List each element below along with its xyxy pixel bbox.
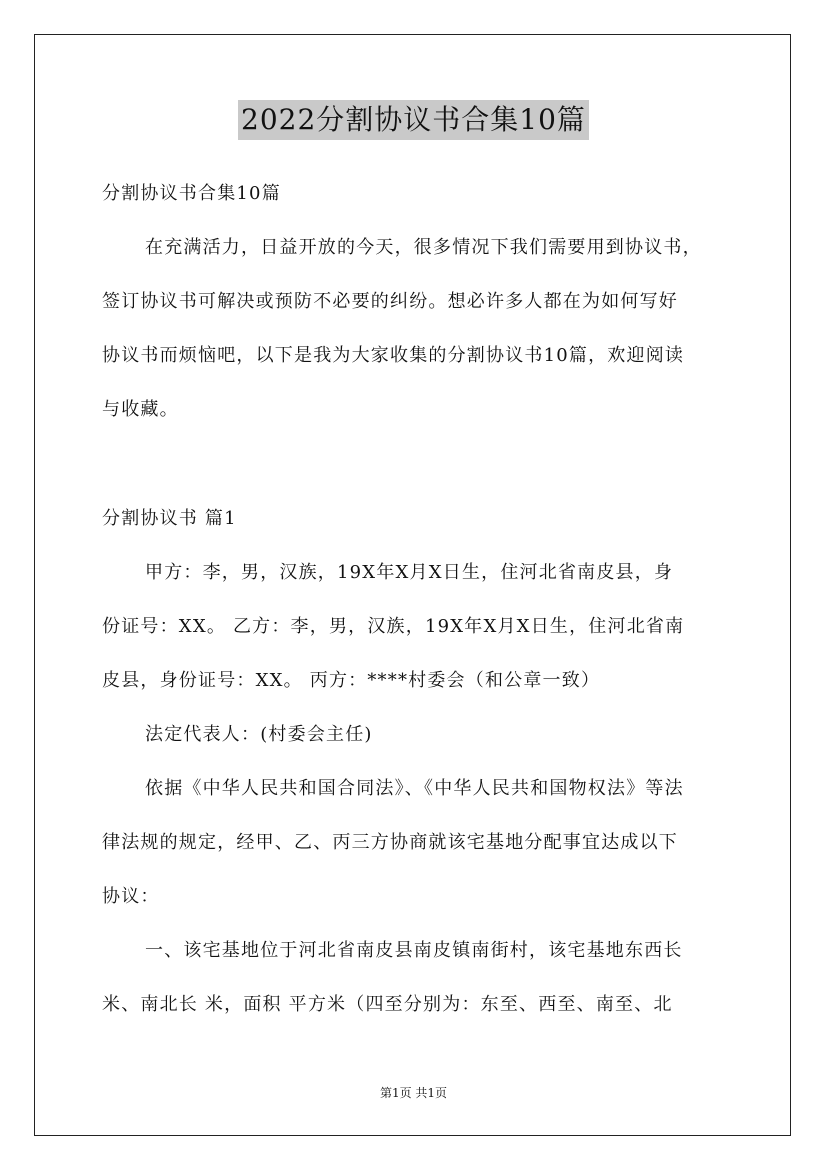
paragraph-line: 协议书而烦恼吧，以下是我为大家收集的分割协议书10篇，欢迎阅读 — [102, 345, 685, 366]
paragraph-line: 一、该宅基地位于河北省南皮县南皮镇南街村，该宅基地东西长 — [145, 940, 683, 961]
paragraph-line: 米、南北长 米，面积 平方米（四至分别为：东至、西至、南至、北 — [102, 994, 673, 1015]
paragraph-line: 协议： — [102, 886, 160, 907]
paragraph-line: 依据《中华人民共和国合同法》、《中华人民共和国物权法》等法 — [145, 778, 684, 799]
title-container — [0, 100, 827, 140]
paragraph-line: 份证号：XX。 乙方：李，男，汉族，19X年X月X日生，住河北省南 — [102, 616, 685, 637]
paragraph-line: 与收藏。 — [102, 399, 179, 420]
paragraph-line: 法定代表人：(村委会主任) — [145, 724, 373, 745]
subtitle-line: 分割协议书合集10篇 — [102, 183, 281, 204]
paragraph-line: 皮县，身份证号：XX。 丙方：****村委会（和公章一致） — [102, 670, 601, 691]
paragraph-line: 律法规的规定，经甲、乙、丙三方协商就该宅基地分配事宜达成以下 — [102, 832, 678, 853]
paragraph-line: 在充满活力，日益开放的今天，很多情况下我们需要用到协议书， — [145, 237, 702, 258]
section-heading: 分割协议书 篇1 — [102, 508, 237, 529]
page-footer: 第1页 共1页 — [379, 1086, 448, 1100]
paragraph-line: 签订协议书可解决或预防不必要的纠纷。想必许多人都在为如何写好 — [102, 291, 678, 312]
paragraph-line: 甲方：李，男，汉族，19X年X月X日生，住河北省南皮县，身 — [145, 562, 674, 583]
document-title: 2022分割协议书合集10篇 — [238, 100, 589, 140]
